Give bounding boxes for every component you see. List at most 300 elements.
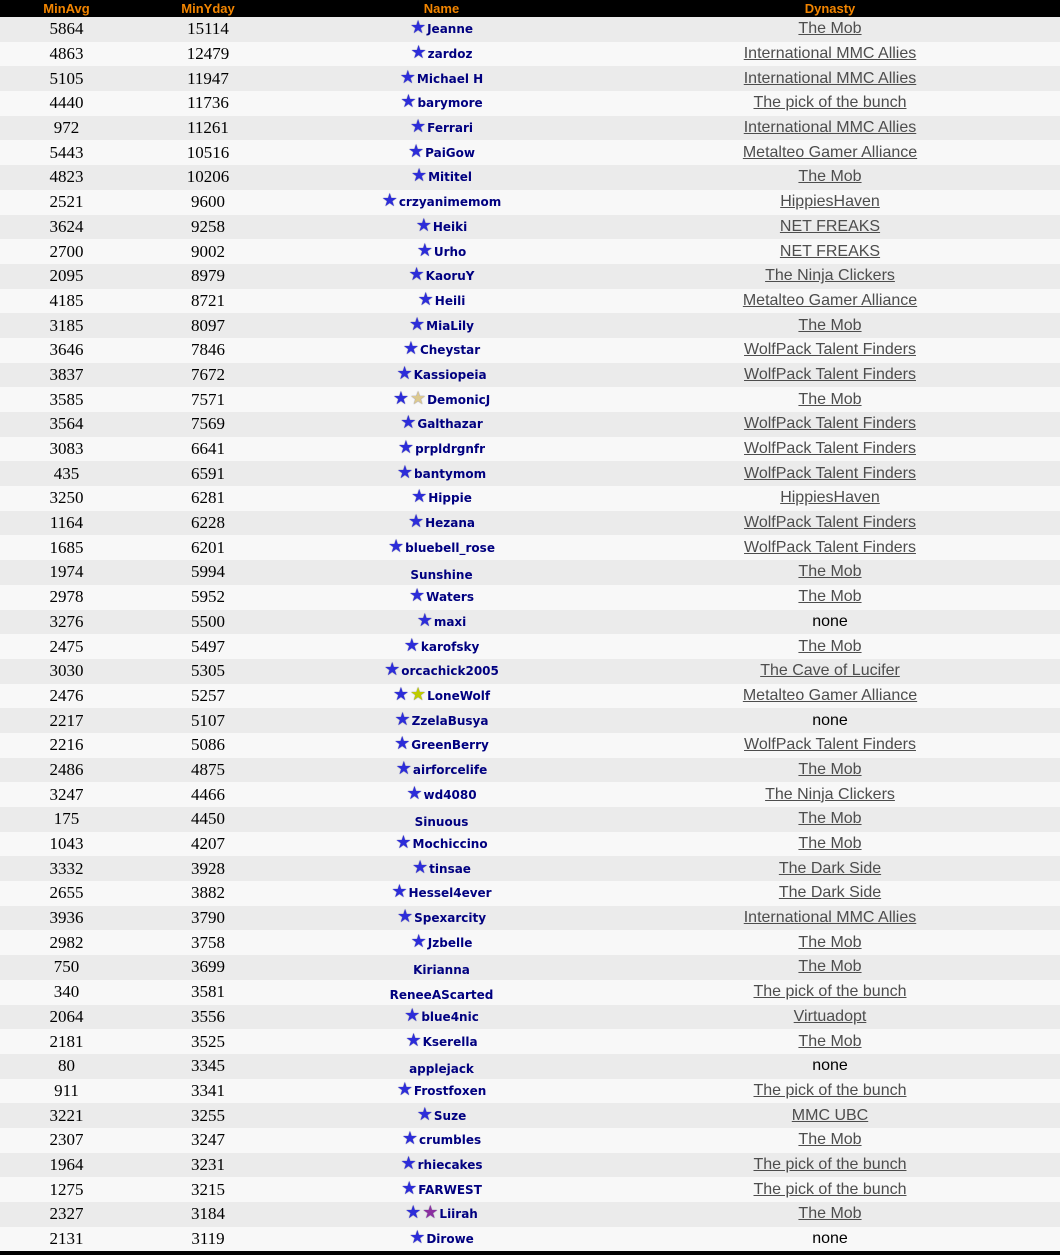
player-name-link[interactable]: crzyanimemom — [398, 195, 502, 210]
minyday-cell: 6228 — [191, 513, 225, 533]
dynasty-link[interactable]: WolfPack Talent Finders — [744, 341, 916, 359]
dynasty-cell — [600, 461, 1060, 486]
dynasty-link[interactable]: The Mob — [798, 1131, 862, 1149]
name-cell — [283, 412, 600, 437]
minyday-cell: 5497 — [191, 636, 225, 656]
blue-star-icon: ★ — [410, 116, 427, 137]
player-name-link[interactable]: Kserella — [422, 1034, 478, 1049]
player-name-link[interactable]: Michael H — [416, 71, 484, 86]
minyday-cell: 9002 — [191, 241, 225, 261]
player-name-link[interactable]: Hippie — [428, 491, 472, 506]
minyday-cell: 3581 — [191, 982, 225, 1002]
blue-star-icon: ★ — [409, 585, 426, 606]
table-row — [0, 535, 1060, 560]
dynasty-link[interactable]: WolfPack Talent Finders — [744, 736, 916, 754]
dynasty-link[interactable]: Metalteo Gamer Alliance — [742, 143, 918, 161]
minyday-cell: 5500 — [191, 611, 225, 631]
minyday-cell: 8097 — [191, 315, 225, 335]
blue-star-icon: ★ — [388, 535, 405, 556]
player-name-link[interactable]: Dirowe — [426, 1232, 474, 1247]
table-row — [0, 412, 1060, 437]
dynasty-cell — [600, 1227, 1060, 1252]
star-icons — [409, 266, 426, 286]
dynasty-cell — [600, 708, 1060, 733]
dynasty-link[interactable]: The Ninja Clickers — [765, 267, 895, 285]
dynasty-link[interactable]: NET FREAKS — [779, 217, 881, 235]
dynasty-link[interactable]: The Mob — [798, 390, 862, 408]
name-cell — [283, 1202, 600, 1227]
star-icons — [384, 661, 401, 681]
dynasty-link[interactable]: International MMC Allies — [743, 909, 917, 927]
player-name-link[interactable]: Mititel — [428, 170, 473, 185]
table-row — [0, 560, 1060, 585]
minavg-cell: 4823 — [49, 167, 84, 187]
player-name-link[interactable]: Galthazar — [417, 417, 483, 432]
dynasty-link[interactable]: The Mob — [798, 933, 862, 951]
dynasty-cell — [600, 387, 1060, 412]
minavg-cell: 2064 — [49, 1006, 84, 1026]
dynasty-link[interactable]: The Mob — [798, 958, 862, 976]
table-row — [0, 610, 1060, 635]
table-row — [0, 1005, 1060, 1030]
minavg-cell: 2700 — [49, 241, 84, 261]
player-name-link[interactable]: Heili — [434, 293, 466, 308]
blue-star-icon: ★ — [411, 486, 428, 507]
table-row — [0, 955, 1060, 980]
star-icons — [400, 414, 417, 434]
blue-star-icon: ★ — [410, 42, 427, 63]
minyday-cell: 7846 — [191, 340, 225, 360]
blue-star-icon: ★ — [416, 609, 433, 630]
blue-star-icon: ★ — [396, 362, 413, 383]
minyday-cell: 3231 — [191, 1154, 225, 1174]
dynasty-cell — [600, 1054, 1060, 1079]
minavg-cell: 3332 — [49, 858, 84, 878]
dynasty-cell — [600, 535, 1060, 560]
player-name-link[interactable]: Sinuous — [414, 815, 469, 830]
dynasty-link[interactable]: The Cave of Lucifer — [760, 662, 900, 680]
minyday-cell: 3882 — [191, 883, 225, 903]
name-cell — [283, 782, 600, 807]
dynasty-link[interactable]: HippiesHaven — [780, 489, 880, 507]
player-name-link[interactable]: zardoz — [427, 47, 473, 62]
dynasty-cell — [600, 215, 1060, 240]
minavg-cell: 1164 — [49, 513, 84, 533]
minavg-cell: 972 — [53, 118, 80, 138]
table-row — [0, 1054, 1060, 1079]
minavg-cell: 435 — [53, 463, 80, 483]
table-row — [0, 264, 1060, 289]
minyday-cell: 5107 — [191, 710, 225, 730]
name-cell — [283, 807, 600, 832]
player-name-link[interactable]: Ferrari — [427, 121, 473, 136]
player-name-link[interactable]: blue4nic — [421, 1009, 479, 1024]
dynasty-cell — [600, 338, 1060, 363]
table-row — [0, 1029, 1060, 1054]
player-name-link[interactable]: Hessel4ever — [408, 886, 492, 901]
name-cell — [283, 1128, 600, 1153]
minavg-cell: 3185 — [49, 315, 84, 335]
dynasty-cell — [600, 832, 1060, 857]
player-name-link[interactable]: Heiki — [432, 219, 468, 234]
minyday-cell: 6281 — [191, 488, 225, 508]
star-icons — [396, 362, 413, 385]
blue-star-icon: ★ — [392, 683, 410, 704]
player-name-link[interactable]: FARWEST — [418, 1182, 482, 1197]
dynasty-link[interactable]: The Mob — [798, 1032, 862, 1050]
name-cell — [283, 758, 600, 783]
blue-star-icon: ★ — [416, 239, 433, 260]
dynasty-cell — [600, 289, 1060, 314]
blue-star-icon: ★ — [397, 437, 415, 458]
blue-star-icon: ★ — [396, 1078, 413, 1099]
player-name-link[interactable]: Hezana — [425, 516, 476, 531]
name-cell — [283, 980, 600, 1005]
minavg-cell: 3030 — [49, 661, 84, 681]
name-cell — [283, 634, 600, 659]
star-icons — [417, 288, 435, 311]
dynasty-link[interactable]: WolfPack Talent Finders — [744, 514, 916, 532]
blue-star-icon: ★ — [408, 264, 425, 285]
yellow-star-icon: ★ — [410, 683, 427, 704]
player-name-link[interactable]: Spexarcity — [414, 911, 487, 926]
dynasty-link[interactable]: The Mob — [798, 760, 862, 778]
name-cell — [283, 461, 600, 486]
table-row — [0, 1153, 1060, 1178]
blue-star-icon: ★ — [401, 1177, 418, 1198]
dynasty-link[interactable]: The Mob — [798, 168, 862, 186]
minavg-cell: 5864 — [49, 19, 84, 39]
name-cell — [283, 116, 600, 141]
dynasty-link[interactable]: The Mob — [798, 588, 862, 606]
table-row — [0, 1128, 1060, 1153]
dynasty-cell — [600, 511, 1060, 536]
table-row — [0, 585, 1060, 610]
blue-star-icon: ★ — [400, 1152, 417, 1173]
name-cell — [283, 511, 600, 536]
player-name-link[interactable]: rhiecakes — [417, 1157, 483, 1172]
minyday-cell: 5952 — [191, 587, 225, 607]
name-cell — [283, 1153, 600, 1178]
dynasty-none-label: none — [812, 711, 848, 729]
minyday-cell: 7672 — [191, 364, 225, 384]
dynasty-cell — [600, 585, 1060, 610]
name-cell — [283, 140, 600, 165]
dynasty-link[interactable]: The Mob — [798, 563, 862, 581]
dynasty-cell — [600, 1177, 1060, 1202]
player-name-link[interactable]: Kirianna — [413, 963, 470, 978]
player-name-link[interactable]: orcachick2005 — [401, 664, 499, 679]
dynasty-link[interactable]: WolfPack Talent Finders — [744, 464, 916, 482]
name-cell — [283, 1029, 600, 1054]
dynasty-link[interactable]: The Mob — [798, 20, 862, 38]
table-row — [0, 17, 1060, 42]
header-row — [0, 0, 1060, 17]
minyday-cell: 4466 — [191, 784, 225, 804]
star-icons — [395, 757, 413, 780]
dynasty-cell — [600, 486, 1060, 511]
table-row — [0, 91, 1060, 116]
blue-star-icon: ★ — [401, 1128, 419, 1149]
star-icons — [403, 340, 420, 360]
player-name-link[interactable]: Liirah — [439, 1207, 478, 1222]
dynasty-link[interactable]: The Dark Side — [778, 859, 882, 877]
table-row — [0, 215, 1060, 240]
dynasty-cell — [600, 140, 1060, 165]
blue-star-icon: ★ — [407, 511, 425, 532]
star-icons — [416, 1103, 434, 1126]
dynasty-link[interactable]: WolfPack Talent Finders — [744, 538, 916, 556]
name-cell — [283, 239, 600, 264]
dynasty-link[interactable]: International MMC Allies — [743, 119, 917, 137]
player-name-link[interactable]: ZzelaBusya — [411, 713, 489, 728]
minavg-cell: 3276 — [49, 611, 84, 631]
dynasty-link[interactable]: The pick of the bunch — [753, 1155, 907, 1173]
dynasty-link[interactable]: The Ninja Clickers — [765, 785, 895, 803]
player-name-link[interactable]: bluebell_rose — [405, 540, 495, 555]
minyday-cell: 6591 — [191, 463, 225, 483]
player-name-link[interactable]: Sunshine — [410, 568, 473, 583]
name-cell — [283, 684, 600, 709]
blue-star-icon: ★ — [404, 1004, 421, 1025]
column-header-minyday[interactable]: MinYday — [133, 0, 283, 17]
blue-star-icon: ★ — [399, 66, 416, 87]
name-cell — [283, 1005, 600, 1030]
player-name-link[interactable]: KaoruY — [425, 269, 475, 284]
name-cell — [283, 1177, 600, 1202]
player-name-link[interactable]: Urho — [433, 244, 467, 259]
dynasty-cell — [600, 91, 1060, 116]
name-cell — [283, 66, 600, 91]
minavg-cell: 750 — [53, 957, 80, 977]
dynasty-link[interactable]: The Mob — [798, 637, 862, 655]
name-cell — [283, 1103, 600, 1128]
dynasty-link[interactable]: International MMC Allies — [743, 45, 917, 63]
player-name-link[interactable]: Mochiccino — [412, 837, 488, 852]
dynasty-cell — [600, 165, 1060, 190]
minavg-cell: 3624 — [49, 216, 84, 236]
player-name-link[interactable]: Kassiopeia — [413, 367, 487, 382]
star-icons — [411, 167, 428, 187]
dynasty-link[interactable]: WolfPack Talent Finders — [744, 415, 916, 433]
player-name-link[interactable]: GreenBerry — [411, 738, 489, 753]
dynasty-cell — [600, 1153, 1060, 1178]
dynasty-cell — [600, 1103, 1060, 1128]
table-row — [0, 1177, 1060, 1202]
blue-star-icon: ★ — [405, 1029, 422, 1050]
player-name-link[interactable]: Jeanne — [427, 22, 474, 37]
name-cell — [283, 881, 600, 906]
purple-star-icon: ★ — [422, 1202, 439, 1223]
star-icons — [395, 834, 412, 854]
blue-star-icon: ★ — [417, 288, 434, 309]
minavg-cell: 4863 — [49, 44, 84, 64]
minyday-cell: 3525 — [191, 1031, 225, 1051]
dynasty-link[interactable]: International MMC Allies — [743, 69, 917, 87]
blue-star-icon: ★ — [400, 412, 417, 433]
dynasty-link[interactable]: NET FREAKS — [779, 242, 881, 260]
column-header-minavg[interactable]: MinAvg — [0, 0, 133, 17]
blue-star-icon: ★ — [395, 757, 412, 778]
table-row — [0, 930, 1060, 955]
dynasty-link[interactable]: The pick of the bunch — [753, 94, 907, 112]
player-name-link[interactable]: ReneeAScarted — [389, 988, 494, 1003]
blue-star-icon: ★ — [394, 733, 411, 754]
star-icons — [416, 609, 434, 632]
star-icons — [409, 1229, 426, 1249]
table-row — [0, 881, 1060, 906]
name-cell — [283, 610, 600, 635]
dynasty-cell — [600, 17, 1060, 42]
dynasty-cell — [600, 560, 1060, 585]
name-cell — [283, 708, 600, 733]
dynasty-cell — [600, 313, 1060, 338]
player-name-link[interactable]: airforcelife — [412, 762, 488, 777]
table-row — [0, 906, 1060, 931]
blue-star-icon: ★ — [410, 165, 428, 186]
player-name-link[interactable]: crumbles — [419, 1133, 482, 1148]
star-icons — [409, 313, 426, 336]
minavg-cell: 3083 — [49, 439, 84, 459]
minavg-cell: 175 — [53, 809, 80, 829]
player-name-link[interactable]: barymore — [417, 96, 483, 111]
dynasty-link[interactable]: Metalteo Gamer Alliance — [742, 686, 918, 704]
dynasty-cell — [600, 42, 1060, 67]
star-icons — [410, 930, 428, 953]
name-cell — [283, 832, 600, 857]
name-cell — [283, 585, 600, 610]
dynasty-cell — [600, 66, 1060, 91]
dynasty-cell — [600, 1079, 1060, 1104]
minavg-cell: 4185 — [49, 290, 84, 310]
player-name-link[interactable]: Waters — [426, 590, 474, 605]
player-name-link[interactable]: Frostfoxen — [413, 1083, 487, 1098]
table-row — [0, 116, 1060, 141]
minyday-cell: 4450 — [191, 809, 225, 829]
blue-star-icon: ★ — [403, 634, 420, 655]
minyday-cell: 3341 — [191, 1080, 225, 1100]
minavg-cell: 3250 — [49, 488, 84, 508]
column-header-dynasty[interactable]: Dynasty — [600, 0, 1060, 17]
table-row — [0, 832, 1060, 857]
name-cell — [283, 91, 600, 116]
name-cell — [283, 906, 600, 931]
player-name-link[interactable]: Suze — [433, 1108, 467, 1123]
player-name-link[interactable]: LoneWolf — [427, 688, 491, 703]
minyday-cell: 5257 — [191, 685, 225, 705]
dynasty-cell — [600, 930, 1060, 955]
dynasty-link[interactable]: Virtuadopt — [793, 1007, 867, 1025]
name-cell — [283, 387, 600, 412]
player-name-link[interactable]: prpldrgnfr — [415, 442, 486, 457]
table-row — [0, 733, 1060, 758]
minavg-cell: 2095 — [49, 266, 84, 286]
dynasty-link[interactable]: The Mob — [798, 835, 862, 853]
minavg-cell: 3585 — [49, 389, 84, 409]
star-icons — [382, 192, 399, 212]
minyday-cell: 9600 — [191, 192, 225, 212]
minyday-cell: 9258 — [191, 216, 225, 236]
dynasty-link[interactable]: MMC UBC — [791, 1106, 869, 1124]
star-icons — [398, 439, 415, 459]
minyday-cell: 3184 — [191, 1204, 225, 1224]
star-icons — [391, 883, 408, 903]
blue-star-icon: ★ — [409, 313, 426, 334]
minyday-cell: 3556 — [191, 1006, 225, 1026]
dynasty-link[interactable]: WolfPack Talent Finders — [744, 365, 916, 383]
dynasty-link[interactable]: The pick of the bunch — [753, 1180, 907, 1198]
star-icons — [411, 44, 428, 64]
blue-star-icon: ★ — [396, 461, 414, 482]
column-header-name[interactable]: Name — [283, 0, 600, 17]
minavg-cell: 2216 — [49, 735, 84, 755]
blue-star-icon: ★ — [394, 708, 411, 729]
dynasty-none-label: none — [812, 1057, 848, 1075]
minyday-cell: 15114 — [187, 19, 229, 39]
table-row — [0, 387, 1060, 412]
dynasty-link[interactable]: The Mob — [798, 1205, 862, 1223]
player-name-link[interactable]: karofsky — [420, 639, 480, 654]
player-name-link[interactable]: tinsae — [429, 861, 471, 876]
table-row — [0, 190, 1060, 215]
minyday-cell: 4207 — [191, 834, 225, 854]
dynasty-cell — [600, 1005, 1060, 1030]
dynasty-cell — [600, 782, 1060, 807]
name-cell — [283, 535, 600, 560]
star-icons — [402, 1130, 419, 1150]
minyday-cell: 12479 — [186, 44, 230, 64]
dynasty-link[interactable]: The pick of the bunch — [753, 1081, 907, 1099]
blue-star-icon: ★ — [406, 782, 423, 803]
minyday-cell: 3215 — [191, 1179, 225, 1199]
player-name-link[interactable]: PaiGow — [425, 145, 475, 160]
dynasty-link[interactable]: WolfPack Talent Finders — [744, 440, 916, 458]
player-name-link[interactable]: applejack — [409, 1062, 474, 1077]
dynasty-link[interactable]: The Mob — [798, 810, 862, 828]
dynasty-cell — [600, 116, 1060, 141]
dynasty-cell — [600, 856, 1060, 881]
table-row — [0, 1227, 1060, 1252]
player-name-link[interactable]: Cheystar — [419, 343, 481, 358]
dynasty-link[interactable]: The Mob — [798, 316, 862, 334]
player-name-link[interactable]: Jzbelle — [427, 935, 473, 950]
star-icons — [412, 856, 429, 879]
dynasty-link[interactable]: The Dark Side — [778, 884, 882, 902]
dynasty-link[interactable]: Metalteo Gamer Alliance — [742, 291, 918, 309]
dynasty-link[interactable]: HippiesHaven — [780, 193, 880, 211]
player-name-link[interactable]: maxi — [433, 614, 467, 629]
player-name-link[interactable]: MiaLily — [426, 318, 474, 333]
minyday-cell: 3345 — [191, 1056, 225, 1076]
minavg-cell: 3221 — [49, 1105, 84, 1125]
star-icons — [403, 634, 421, 657]
star-icons — [405, 1204, 439, 1224]
player-name-link[interactable]: DemonicJ — [427, 392, 491, 407]
table-row — [0, 758, 1060, 783]
dynasty-cell — [600, 733, 1060, 758]
star-icons — [397, 908, 414, 928]
table-row — [0, 313, 1060, 338]
star-icons — [400, 1152, 417, 1175]
minavg-cell: 911 — [54, 1080, 79, 1100]
player-name-link[interactable]: wd4080 — [423, 787, 477, 802]
minavg-cell: 3646 — [49, 340, 84, 360]
table-row — [0, 461, 1060, 486]
table-row — [0, 1202, 1060, 1227]
player-name-link[interactable]: bantymom — [414, 466, 487, 481]
minyday-cell: 8721 — [191, 290, 225, 310]
dynasty-link[interactable]: The pick of the bunch — [753, 983, 907, 1001]
